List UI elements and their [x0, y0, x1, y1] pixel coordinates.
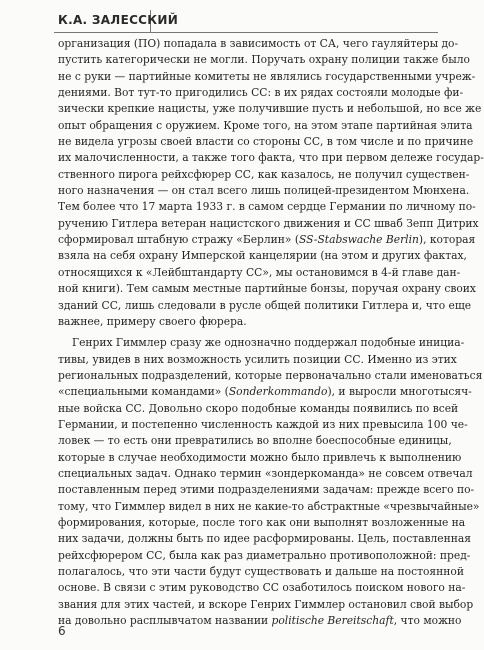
text-line: организация (ПО) попадала в зависимость от СА, чего гауляйтеры до- — [58, 37, 459, 50]
text-line: ручению Гитлера ветеран нацистского движения и СС шваб Зепп Дитрих — [58, 216, 479, 230]
text-line: формирования, которые, после того как они выполнят возложенные на — [58, 515, 466, 529]
text-line: рейхсфюрером СС, была как раз диаметрально противоположной: пред- — [58, 548, 471, 562]
text-line: специальных задач. Однако термин «зондеркоманда» не совсем отвечал — [58, 466, 473, 480]
text-line: поставленным перед этими подразделениями задачам: прежде всего по- — [58, 483, 475, 497]
running-header — [54, 10, 438, 33]
text-line: региональных подразделений, которые первоначально стали именоваться — [58, 368, 483, 382]
text-line: важнее, примеру своего фюрера. — [58, 314, 247, 328]
paragraph — [58, 36, 484, 330]
body-text — [58, 36, 484, 629]
text-line: не видела угрозы своей власти со стороны СС, в том числе и по причине — [58, 135, 474, 149]
text-line: Генрих Гиммлер сразу же однозначно поддержал подобные инициа- — [72, 336, 465, 350]
text-line: основе. В связи с этим руководство СС озаботилось поиском нового на- — [58, 581, 466, 595]
text-line: Тем более что 17 марта 1933 г. в самом сердце Германии по личному по- — [58, 200, 476, 214]
text-line: Германии, и постепенно численность каждой из них превысила 100 че- — [58, 417, 468, 431]
text-line: зически крепкие нацисты, уже получившие пусть и небольшой, но все же — [58, 102, 482, 116]
text-line: зданий СС, лишь следовали в русле общей политики Гитлера и, что еще — [58, 298, 472, 312]
text-line: пустить категорически не могли. Поручать охрану полиции также было — [58, 53, 470, 67]
text-line: ные войска СС. Довольно скоро подобные команды появились по всей — [58, 401, 459, 415]
text-line: не с руки — партийные комитеты не являлись государственными учреж- — [58, 69, 476, 83]
text-line: ловек — то есть они превратились во вполне боеспособные единицы, — [58, 434, 452, 448]
text-line: «специальными командами» (Sonderkommando), и выросли многотысяч- — [58, 385, 472, 399]
text-line: сформировал штабную стражу «Берлин» (SS-Stabswache Berlin), которая — [58, 233, 476, 247]
text-line: полагалось, что эти части будут существовать и дальше на постоянной — [58, 565, 464, 578]
text-line: ной книги). Тем самым местные партийные бонзы, поручая охрану своих — [58, 282, 476, 296]
text-line: ного назначения — он стал всего лишь полицей-президентом Мюнхена. — [58, 184, 470, 198]
text-line: тому, что Гиммлер видел в них не какие-то абстрактные «чрезвычайные» — [58, 499, 480, 513]
text-line: дениями. Вот тут-то пригодились СС: в их рядах состояли молодые фи- — [58, 86, 464, 100]
page-number: 6 — [58, 624, 66, 638]
text-line: на довольно расплывчатом названии politische Bereitschaft, что можно — [58, 614, 462, 628]
header-author: К.А. ЗАЛЕССКИЙ — [58, 13, 179, 27]
text-line: опыт обращения с оружием. Кроме того, на этом этапе партийная элита — [58, 118, 473, 132]
text-line: звания для этих частей, и вскоре Генрих Гиммлер остановил свой выбор — [58, 597, 474, 611]
header-author-box — [54, 10, 179, 32]
text-line: их малочисленности, а также того факта, что при первом дележе государ- — [58, 151, 484, 165]
text-line: них задачи, должны быть по идее расформированы. Цель, поставленная — [58, 532, 471, 546]
paragraph — [58, 335, 483, 629]
text-line: взяла на себя охрану Имперской канцелярии (на этом и других фактах, — [58, 249, 467, 263]
text-line: ственного пирога рейхсфюрер СС, как казалось, не получил существен- — [58, 167, 470, 181]
text-line: которые в случае необходимости можно было привлечь к выполнению — [58, 450, 462, 464]
text-line: относящихся к «Лейбштандарту СС», мы остановимся в 4-й главе дан- — [58, 265, 461, 279]
text-line: тивы, увидев в них возможность усилить позиции СС. Именно из этих — [58, 352, 457, 366]
